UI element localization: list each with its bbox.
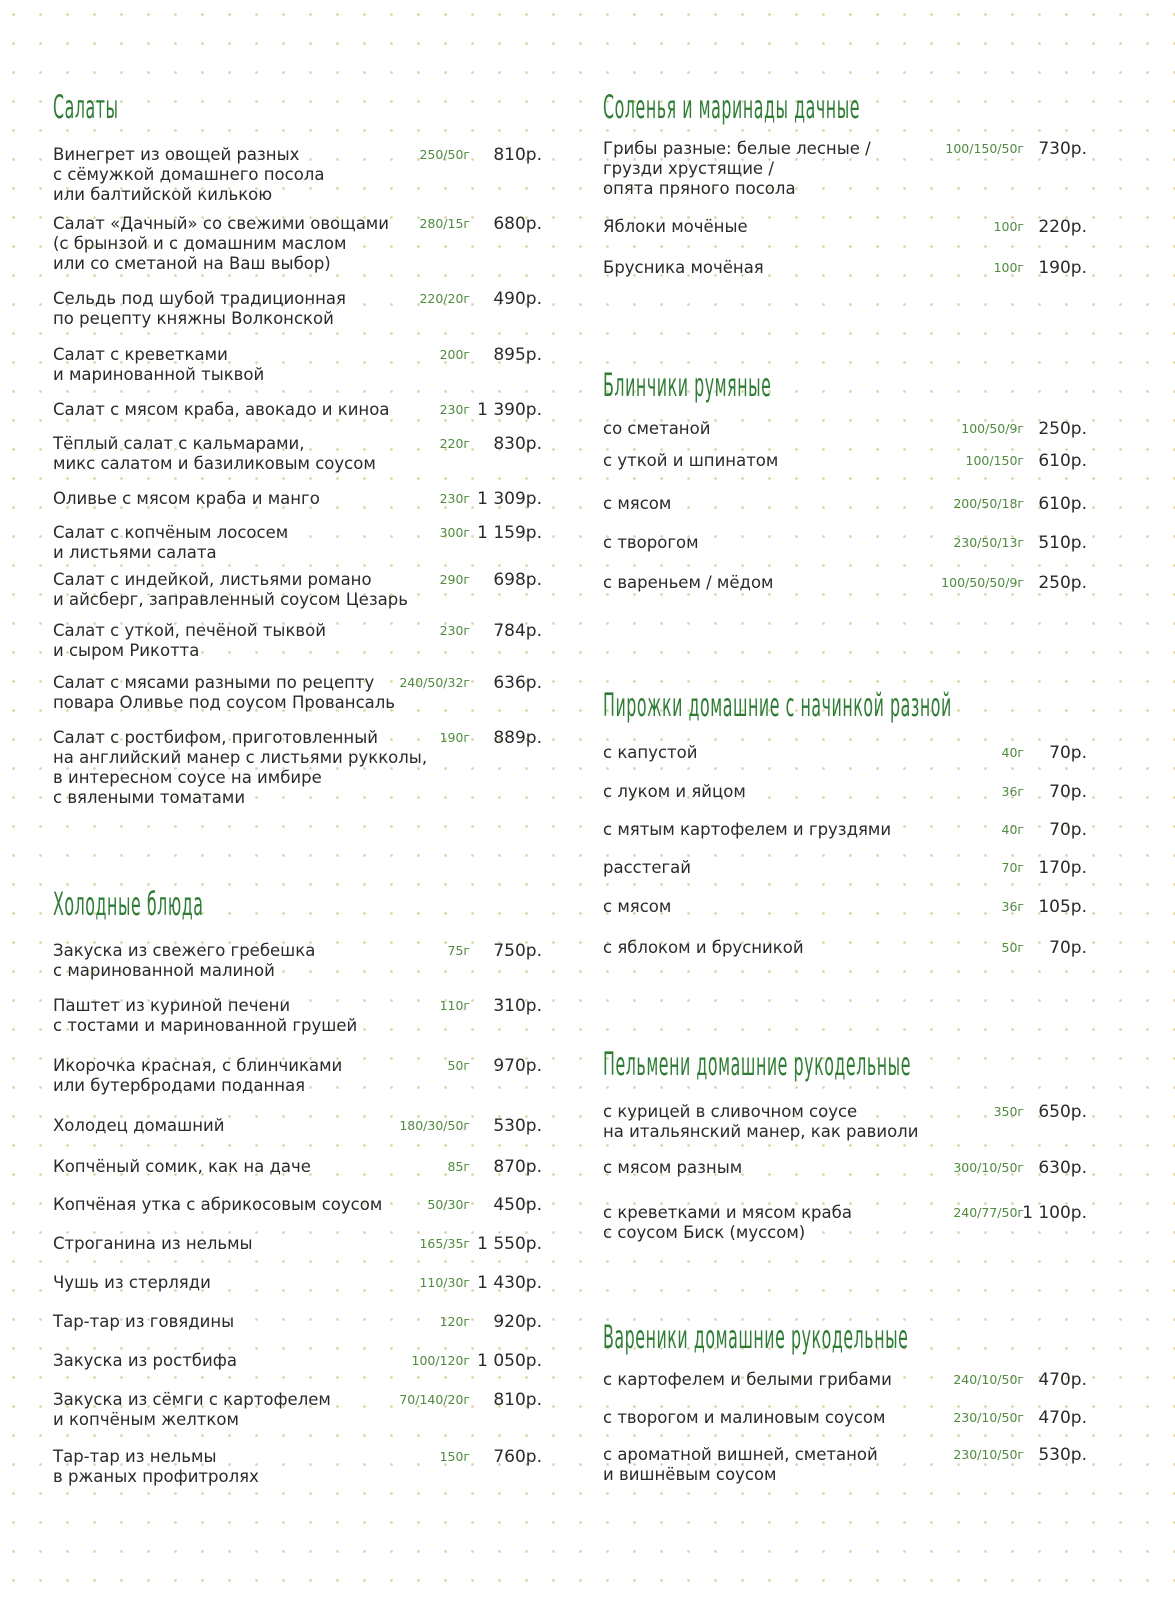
- item-weight: 100/120г: [411, 1353, 470, 1368]
- item-name: [53, 728, 427, 808]
- item-name-line: Грибы разные: белые лесные /: [603, 139, 871, 158]
- item-name: [603, 743, 697, 763]
- item-name-line: Салат с индейкой, листьями романо: [53, 570, 372, 589]
- item-name: [53, 214, 389, 274]
- item-name-line: с вялеными томатами: [53, 788, 246, 807]
- item-name-line: Копчёная утка с абрикосовым соусом: [53, 1195, 383, 1214]
- item-name: [603, 419, 710, 439]
- item-price: 1 309р.: [477, 489, 542, 509]
- item-name-line: с мятым картофелем и груздями: [603, 820, 892, 839]
- item-weight: 200г: [439, 347, 470, 362]
- item-weight: 50г: [1001, 940, 1024, 955]
- item-name: [603, 1408, 885, 1428]
- item-weight: 110/30г: [419, 1275, 470, 1290]
- item-name-line: и листьями салата: [53, 543, 217, 562]
- item-name-line: с креветками и мясом краба: [603, 1203, 852, 1222]
- item-name-line: с мясом: [603, 897, 672, 916]
- item-price: 920р.: [493, 1312, 542, 1332]
- item-name-line: Салат с уткой, печёной тыквой: [53, 621, 326, 640]
- item-name-line: в интересном соусе на имбире: [53, 768, 322, 787]
- item-price: 70р.: [1049, 938, 1087, 958]
- item-name-line: Брусника мочёная: [603, 258, 764, 277]
- item-price: 470р.: [1038, 1408, 1087, 1428]
- item-price: 70р.: [1049, 782, 1087, 802]
- item-price: 680р.: [493, 214, 542, 234]
- item-name: [53, 1195, 382, 1215]
- item-name: [53, 570, 408, 610]
- item-name: [53, 400, 389, 420]
- item-price: 970р.: [493, 1056, 542, 1076]
- item-name: [603, 1203, 852, 1243]
- item-name-line: и сыром Рикотта: [53, 641, 200, 660]
- item-price: 450р.: [493, 1195, 542, 1215]
- item-price: 830р.: [493, 434, 542, 454]
- item-price: 810р.: [493, 1390, 542, 1410]
- item-name-line: с маринованной малиной: [53, 961, 275, 980]
- item-name-line: с творогом и малиновым соусом: [603, 1408, 886, 1427]
- item-weight: 70г: [1001, 860, 1024, 875]
- item-name: [53, 621, 326, 661]
- item-name-line: Тёплый салат с кальмарами,: [53, 434, 305, 453]
- item-weight: 250/50г: [419, 147, 470, 162]
- item-weight: 165/35г: [419, 1236, 470, 1251]
- item-price: 220р.: [1038, 217, 1087, 237]
- item-name-line: грузди хрустящие /: [603, 159, 774, 178]
- item-weight: 50г: [447, 1058, 470, 1073]
- item-name: [53, 1234, 253, 1254]
- item-weight: 300/10/50г: [953, 1160, 1024, 1175]
- item-name-line: на итальянский манер, как равиоли: [603, 1122, 919, 1141]
- item-name-line: и маринованной тыквой: [53, 365, 265, 384]
- item-name: [603, 494, 671, 514]
- item-name: [53, 145, 324, 205]
- item-name-line: Салат с креветками: [53, 345, 228, 364]
- section-title: Соленья и маринады дачные: [603, 88, 861, 126]
- item-weight: 290г: [439, 572, 470, 587]
- item-name: [53, 345, 264, 385]
- item-weight: 36г: [1001, 899, 1024, 914]
- item-weight: 200/50/18г: [953, 496, 1024, 511]
- item-name-line: повара Оливье под соусом Провансаль: [53, 693, 396, 712]
- item-name-line: с ароматной вишней, сметаной: [603, 1445, 878, 1464]
- item-price: 1 050р.: [477, 1351, 542, 1371]
- item-price: 1 550р.: [477, 1234, 542, 1254]
- item-price: 1 430р.: [477, 1273, 542, 1293]
- item-name: [53, 1390, 331, 1430]
- item-name: [53, 1056, 342, 1096]
- item-name-line: с мясом: [603, 494, 672, 513]
- item-weight: 240/10/50г: [953, 1372, 1024, 1387]
- item-name-line: по рецепту княжны Волконской: [53, 309, 334, 328]
- item-name: [603, 1445, 878, 1485]
- section-title: Блинчики румяные: [603, 366, 772, 404]
- item-name-line: Салат с копчёным лососем: [53, 523, 289, 542]
- item-name-line: на английский манер с листьями рукколы,: [53, 748, 428, 767]
- item-name-line: Тар-тар из нельмы: [53, 1447, 217, 1466]
- item-name: [53, 523, 288, 563]
- item-price: 530р.: [493, 1116, 542, 1136]
- item-weight: 100/150г: [965, 453, 1024, 468]
- item-price: 650р.: [1038, 1102, 1087, 1122]
- item-name: [603, 782, 746, 802]
- item-weight: 230/10/50г: [953, 1410, 1024, 1425]
- item-weight: 240/77/50г: [953, 1205, 1024, 1220]
- item-name: [53, 289, 346, 329]
- item-name: [53, 941, 315, 981]
- item-price: 610р.: [1038, 451, 1087, 471]
- item-price: 530р.: [1038, 1445, 1087, 1465]
- item-price: 1 390р.: [477, 400, 542, 420]
- item-weight: 100г: [993, 260, 1024, 275]
- item-weight: 350г: [993, 1104, 1024, 1119]
- item-name: [53, 1157, 311, 1177]
- item-name-line: с мясом разным: [603, 1158, 743, 1177]
- item-name-line: Винегрет из овощей разных: [53, 145, 300, 164]
- item-weight: 150г: [439, 1449, 470, 1464]
- item-weight: 120г: [439, 1314, 470, 1329]
- item-weight: 85г: [447, 1159, 470, 1174]
- item-name-line: Салат «Дачный» со свежими овощами: [53, 214, 389, 233]
- item-name: [53, 1312, 234, 1332]
- item-name-line: с яблоком и брусникой: [603, 938, 804, 957]
- item-name-line: Салат с ростбифом, приготовленный: [53, 728, 378, 747]
- item-weight: 40г: [1001, 745, 1024, 760]
- item-weight: 230г: [439, 402, 470, 417]
- item-name-line: с творогом: [603, 533, 699, 552]
- item-name-line: Паштет из куриной печени: [53, 996, 291, 1015]
- item-name-line: с соусом Биск (муссом): [603, 1223, 806, 1242]
- item-name-line: или со сметаной на Ваш выбор): [53, 254, 331, 273]
- item-price: 698р.: [493, 570, 542, 590]
- item-price: 610р.: [1038, 494, 1087, 514]
- item-weight: 75г: [447, 943, 470, 958]
- item-name-line: микс салатом и базиликовым соусом: [53, 454, 376, 473]
- item-price: 310р.: [493, 996, 542, 1016]
- item-name: [603, 573, 774, 593]
- item-weight: 220/20г: [419, 291, 470, 306]
- item-weight: 50/30г: [427, 1197, 470, 1212]
- item-name-line: с уткой и шпинатом: [603, 451, 779, 470]
- item-name-line: Чушь из стерляди: [53, 1273, 211, 1292]
- item-name: [53, 1273, 211, 1293]
- item-price: 730р.: [1038, 139, 1087, 159]
- item-name-line: или бутербродами поданная: [53, 1076, 306, 1095]
- item-price: 470р.: [1038, 1370, 1087, 1390]
- item-price: 636р.: [493, 673, 542, 693]
- item-weight: 230г: [439, 491, 470, 506]
- item-name-line: со сметаной: [603, 419, 711, 438]
- item-name-line: Закуска из сёмги с картофелем: [53, 1390, 331, 1409]
- section-title: Вареники домашние рукодельные: [603, 1318, 909, 1356]
- item-price: 870р.: [493, 1157, 542, 1177]
- item-name: [603, 217, 748, 237]
- item-name: [53, 1447, 259, 1487]
- item-name-line: Оливье с мясом краба и манго: [53, 489, 320, 508]
- item-name: [603, 820, 891, 840]
- item-name-line: Сельдь под шубой традиционная: [53, 289, 346, 308]
- item-weight: 36г: [1001, 784, 1024, 799]
- item-price: 810р.: [493, 145, 542, 165]
- item-price: 1 100р.: [1022, 1203, 1087, 1223]
- item-weight: 220г: [439, 436, 470, 451]
- item-price: 250р.: [1038, 419, 1087, 439]
- item-name: [603, 1158, 742, 1178]
- item-name-line: Салат с мясом краба, авокадо и киноа: [53, 400, 390, 419]
- item-weight: 100/150/50г: [945, 141, 1024, 156]
- item-price: 630р.: [1038, 1158, 1087, 1178]
- item-name-line: Холодец домашний: [53, 1116, 225, 1135]
- item-price: 250р.: [1038, 573, 1087, 593]
- section-title: Пирожки домашние с начинкой разной: [603, 686, 952, 724]
- item-price: 190р.: [1038, 258, 1087, 278]
- item-name: [603, 258, 764, 278]
- item-name-line: с капустой: [603, 743, 698, 762]
- item-name: [603, 451, 778, 471]
- item-price: 490р.: [493, 289, 542, 309]
- item-name-line: Закуска из свежего гребешка: [53, 941, 316, 960]
- item-price: 889р.: [493, 728, 542, 748]
- item-price: 1 159р.: [477, 523, 542, 543]
- item-price: 70р.: [1049, 820, 1087, 840]
- item-price: 70р.: [1049, 743, 1087, 763]
- item-name: [603, 938, 804, 958]
- item-name-line: с вареньем / мёдом: [603, 573, 774, 592]
- item-name: [53, 434, 376, 474]
- item-price: 510р.: [1038, 533, 1087, 553]
- item-name: [603, 897, 671, 917]
- item-weight: 240/50/32г: [399, 675, 470, 690]
- item-name-line: (с брынзой и с домашним маслом: [53, 234, 347, 253]
- item-name: [603, 1370, 892, 1390]
- item-weight: 230/10/50г: [953, 1447, 1024, 1462]
- item-name-line: Тар-тар из говядины: [53, 1312, 235, 1331]
- item-name: [603, 533, 699, 553]
- item-price: 750р.: [493, 941, 542, 961]
- item-price: 895р.: [493, 345, 542, 365]
- item-name-line: и вишнёвым соусом: [603, 1465, 777, 1484]
- section-title: Пельмени домашние рукодельные: [603, 1045, 912, 1083]
- item-name-line: расстегай: [603, 858, 691, 877]
- item-name-line: Салат с мясами разными по рецепту: [53, 673, 375, 692]
- item-name: [53, 673, 395, 713]
- item-name: [53, 1116, 224, 1136]
- item-name-line: с тостами и маринованной грушей: [53, 1016, 358, 1035]
- item-name: [53, 996, 357, 1036]
- item-name: [53, 489, 320, 509]
- item-weight: 40г: [1001, 822, 1024, 837]
- item-name-line: и копчёным желтком: [53, 1410, 239, 1429]
- item-weight: 110г: [439, 998, 470, 1013]
- item-weight: 100/50/9г: [961, 421, 1024, 436]
- item-name-line: Копчёный сомик, как на даче: [53, 1157, 311, 1176]
- item-weight: 180/30/50г: [399, 1118, 470, 1133]
- item-price: 105р.: [1038, 897, 1087, 917]
- item-name-line: Строганина из нельмы: [53, 1234, 253, 1253]
- item-weight: 230г: [439, 623, 470, 638]
- item-name-line: с курицей в сливочном соусе: [603, 1102, 858, 1121]
- item-weight: 70/140/20г: [399, 1392, 470, 1407]
- item-weight: 100/50/50/9г: [941, 575, 1024, 590]
- item-price: 784р.: [493, 621, 542, 641]
- item-weight: 300г: [439, 525, 470, 540]
- item-name-line: Яблоки мочёные: [603, 217, 748, 236]
- item-weight: 100г: [993, 219, 1024, 234]
- item-name-line: или балтийской килькою: [53, 185, 273, 204]
- item-name: [53, 1351, 237, 1371]
- item-name-line: с сёмужкой домашнего посола: [53, 165, 325, 184]
- item-name-line: опята пряного посола: [603, 179, 796, 198]
- item-name-line: Икорочка красная, с блинчиками: [53, 1056, 343, 1075]
- item-name: [603, 1102, 918, 1142]
- item-price: 760р.: [493, 1447, 542, 1467]
- section-title: Холодные блюда: [53, 885, 204, 923]
- item-name-line: в ржаных профитролях: [53, 1467, 259, 1486]
- item-name: [603, 139, 871, 199]
- item-price: 170р.: [1038, 858, 1087, 878]
- item-name-line: с луком и яйцом: [603, 782, 746, 801]
- item-name-line: и айсберг, заправленный соусом Цезарь: [53, 590, 408, 609]
- item-weight: 280/15г: [419, 216, 470, 231]
- item-name-line: Закуска из ростбифа: [53, 1351, 237, 1370]
- item-weight: 230/50/13г: [953, 535, 1024, 550]
- item-name: [603, 858, 691, 878]
- item-name-line: с картофелем и белыми грибами: [603, 1370, 892, 1389]
- item-weight: 190г: [439, 730, 470, 745]
- section-title: Салаты: [53, 88, 119, 126]
